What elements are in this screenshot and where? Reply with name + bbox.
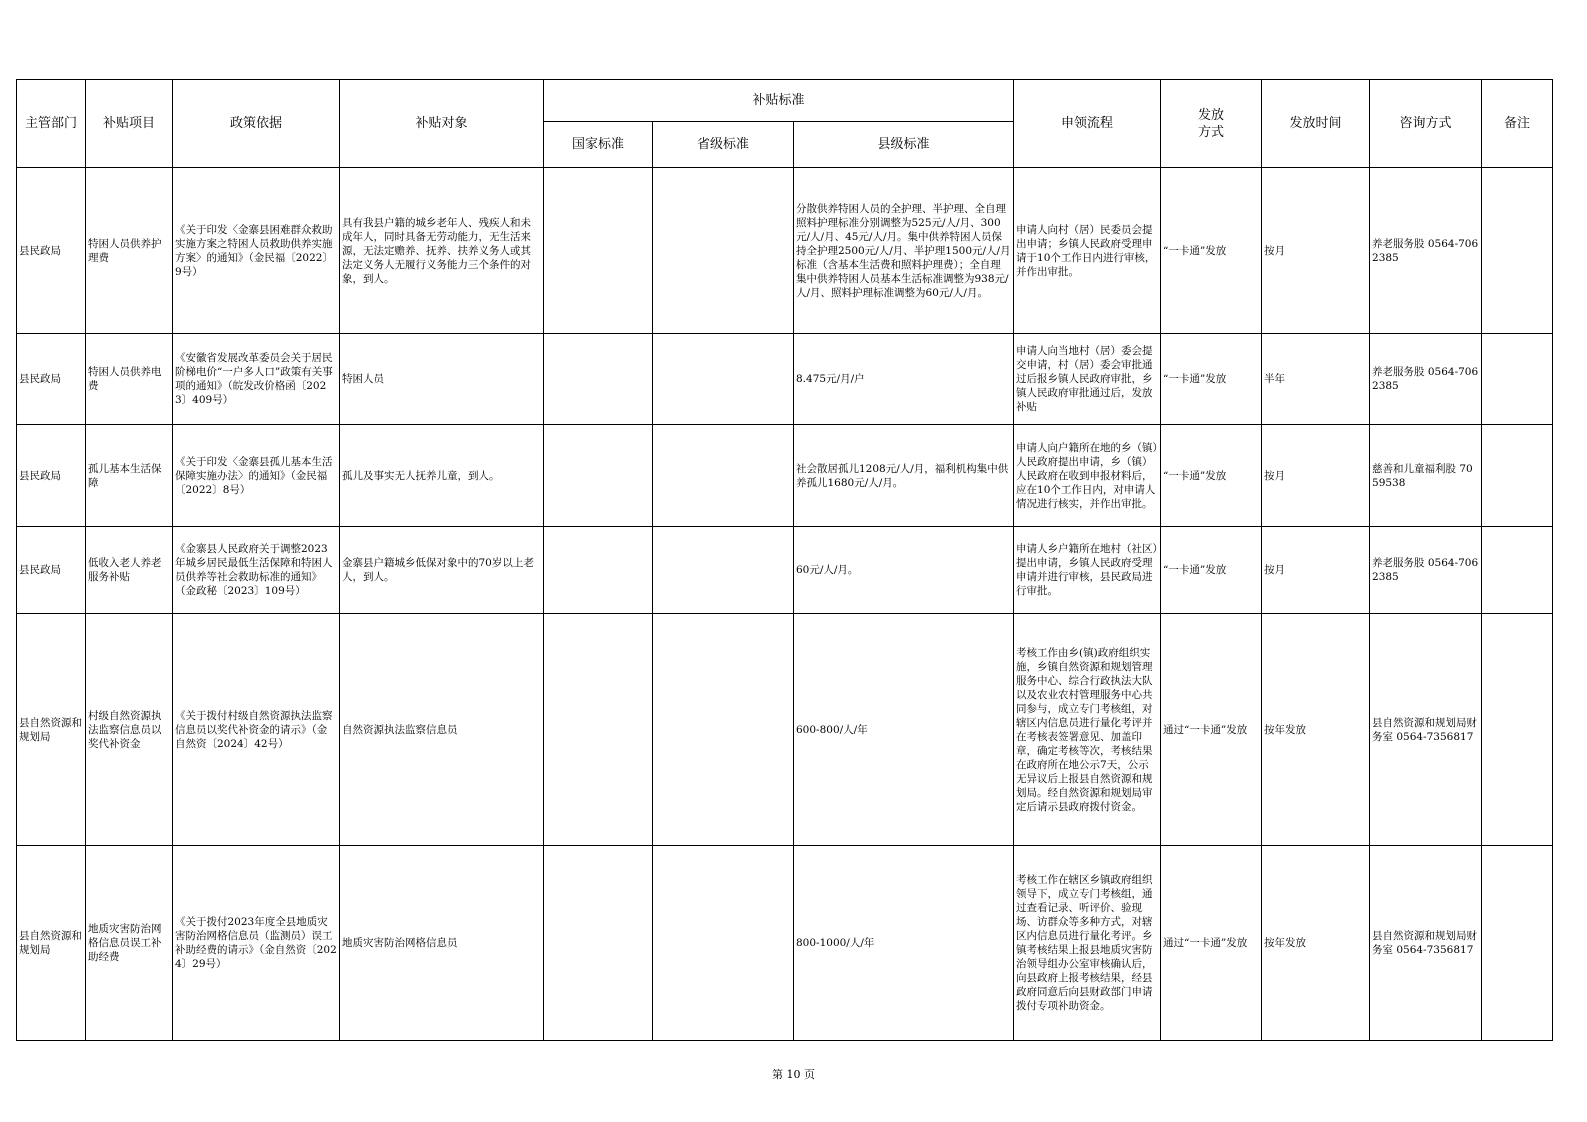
cell-dept: 县民政局 [17, 425, 86, 527]
cell-method: 通过“一卡通”发放 [1161, 614, 1262, 846]
header-process: 申领流程 [1014, 80, 1161, 168]
table-row [17, 334, 1553, 425]
page-number: 第 10 页 [772, 1068, 815, 1081]
cell-process: 考核工作在辖区乡镇政府组织领导下，成立专门考核组，通过查看记录、听评价、验现场、访群众等多种方式，对辖区内信息员进行量化考评。乡镇考核结果上报县地质灾害防治领导组办公室审核确认后，向县政府上报考核结果，经县政府同意后向县财政部门申请拨付专项补助资金。 [1014, 846, 1161, 1041]
cell-contact: 养老服务股 0564-7062385 [1370, 168, 1482, 334]
cell-process: 申请人向当地村（居）委会提交申请，村（居）委会审批通过后报乡镇人民政府审批，乡镇人民政府审批通过后，发放补贴 [1014, 334, 1161, 425]
cell-dept: 县民政局 [17, 334, 86, 425]
header-basis: 政策依据 [173, 80, 340, 168]
cell-time: 按年发放 [1262, 614, 1370, 846]
subsidy-table [16, 79, 1553, 1041]
cell-item: 孤儿基本生活保障 [86, 425, 173, 527]
cell-method: “一卡通”发放 [1161, 168, 1262, 334]
cell-national [544, 425, 653, 527]
cell-process: 申请人向村（居）民委员会提出申请；乡镇人民政府受理申请于10个工作日内进行审核，并作出审批。 [1014, 168, 1161, 334]
cell-county: 8.475元/月/户 [794, 334, 1014, 425]
cell-item: 地质灾害防治网格信息员误工补助经费 [86, 846, 173, 1041]
cell-county: 60元/人/月。 [794, 527, 1014, 614]
cell-note [1482, 527, 1553, 614]
cell-method: “一卡通”发放 [1161, 425, 1262, 527]
cell-time: 按月 [1262, 425, 1370, 527]
cell-process: 考核工作由乡(镇)政府组织实施，乡镇自然资源和规划管理服务中心、综合行政执法大队以及农业农村管理服务中心共同参与，成立专门考核组，对辖区内信息员进行量化考评并在考核表签署意见、加盖印章，确定考核等次，考核结果在政府所在地公示7天，公示无异议后上报县自然资源和规划局。经自然资源和规划局审定后请示县政府拨付资金。 [1014, 614, 1161, 846]
cell-item: 特困人员供养电费 [86, 334, 173, 425]
table-row [17, 425, 1553, 527]
cell-time: 半年 [1262, 334, 1370, 425]
cell-contact: 养老服务股 0564-7062385 [1370, 334, 1482, 425]
cell-dept: 县民政局 [17, 168, 86, 334]
cell-county: 社会散居孤儿1208元/人/月，福利机构集中供养孤儿1680元/人/月。 [794, 425, 1014, 527]
cell-contact: 慈善和儿童福利股 7059538 [1370, 425, 1482, 527]
cell-dept: 县民政局 [17, 527, 86, 614]
cell-target: 自然资源执法监察信息员 [340, 614, 544, 846]
header-national: 国家标准 [544, 122, 653, 168]
cell-provincial [653, 168, 794, 334]
cell-basis: 《关于拨付2023年度全县地质灾害防治网格信息员（监测员）误工补助经费的请示》（金自然资〔2024〕29号） [173, 846, 340, 1041]
table-row [17, 614, 1553, 846]
cell-dept: 县自然资源和规划局 [17, 846, 86, 1041]
cell-national [544, 168, 653, 334]
cell-method: “一卡通”发放 [1161, 527, 1262, 614]
cell-process: 申请人乡户籍所在地村（社区）提出申请，乡镇人民政府受理申请并进行审核，县民政局进行审批。 [1014, 527, 1161, 614]
cell-provincial [653, 334, 794, 425]
cell-basis: 《金寨县人民政府关于调整2023年城乡居民最低生活保障和特困人员供养等社会救助标准的通知》（金政秘〔2023〕109号） [173, 527, 340, 614]
cell-provincial [653, 527, 794, 614]
cell-time: 按年发放 [1262, 846, 1370, 1041]
header-contact: 咨询方式 [1370, 80, 1482, 168]
cell-time: 按月 [1262, 168, 1370, 334]
table-row [17, 846, 1553, 1041]
table-body [17, 168, 1553, 1041]
cell-note [1482, 614, 1553, 846]
cell-note [1482, 846, 1553, 1041]
cell-provincial [653, 614, 794, 846]
cell-contact: 养老服务股 0564-7062385 [1370, 527, 1482, 614]
cell-basis: 《关于拨付村级自然资源执法监察信息员以奖代补资金的请示》（金自然资〔2024〕42号） [173, 614, 340, 846]
cell-note [1482, 334, 1553, 425]
cell-target: 特困人员 [340, 334, 544, 425]
cell-contact: 县自然资源和规划局财务室 0564-7356817 [1370, 846, 1482, 1041]
cell-item: 低收入老人养老服务补贴 [86, 527, 173, 614]
cell-provincial [653, 425, 794, 527]
cell-basis: 《安徽省发展改革委员会关于居民阶梯电价“一户多人口”政策有关事项的通知》（皖发改价格函〔2023〕409号） [173, 334, 340, 425]
cell-item: 村级自然资源执法监察信息员以奖代补资金 [86, 614, 173, 846]
header-target: 补贴对象 [340, 80, 544, 168]
cell-national [544, 846, 653, 1041]
cell-method: 通过“一卡通”发放 [1161, 846, 1262, 1041]
cell-target: 地质灾害防治网格信息员 [340, 846, 544, 1041]
cell-provincial [653, 846, 794, 1041]
cell-item: 特困人员供养护理费 [86, 168, 173, 334]
cell-target: 孤儿及事实无人抚养儿童，到人。 [340, 425, 544, 527]
cell-basis: 《关于印发〈金寨县困难群众救助实施方案之特困人员救助供养实施方案〉的通知》（金民福〔2022〕9号） [173, 168, 340, 334]
cell-method: “一卡通”发放 [1161, 334, 1262, 425]
cell-basis: 《关于印发〈金寨县孤儿基本生活保障实施办法〉的通知》（金民福〔2022〕8号） [173, 425, 340, 527]
cell-note [1482, 168, 1553, 334]
header-note: 备注 [1482, 80, 1553, 168]
header-standard: 补贴标准 [544, 80, 1014, 122]
cell-contact: 县自然资源和规划局财务室 0564-7356817 [1370, 614, 1482, 846]
cell-time: 按月 [1262, 527, 1370, 614]
table-row [17, 168, 1553, 334]
header-item: 补贴项目 [86, 80, 173, 168]
cell-county: 600-800/人/年 [794, 614, 1014, 846]
subsidy-table-sheet [16, 79, 1552, 1041]
cell-target: 金寨县户籍城乡低保对象中的70岁以上老人，到人。 [340, 527, 544, 614]
cell-note [1482, 425, 1553, 527]
cell-national [544, 614, 653, 846]
header-county: 县级标准 [794, 122, 1014, 168]
cell-national [544, 334, 653, 425]
table-row [17, 527, 1553, 614]
cell-target: 具有我县户籍的城乡老年人、残疾人和未成年人，同时具备无劳动能力，无生活来源，无法定赡养、抚养、扶养义务人或其法定义务人无履行义务能力三个条件的对象，到人。 [340, 168, 544, 334]
cell-dept: 县自然资源和规划局 [17, 614, 86, 846]
header-time: 发放时间 [1262, 80, 1370, 168]
cell-county: 800-1000/人/年 [794, 846, 1014, 1041]
cell-county: 分散供养特困人员的全护理、半护理、全自理照料护理标准分别调整为525元/人/月、300元/人/月、45元/人/月。集中供养特困人员保持全护理2500元/人/月、半护理1500元/人/月标准（含基本生活费和照料护理费）；全自理集中供养特困人员基本生活标准调整为938元/人/月、照料护理标准调整为60元/人/月。 [794, 168, 1014, 334]
table-header [17, 80, 1553, 168]
header-dept: 主管部门 [17, 80, 86, 168]
header-provincial: 省级标准 [653, 122, 794, 168]
cell-process: 申请人向户籍所在地的乡（镇）人民政府提出申请，乡（镇）人民政府在收到申报材料后，应在10个工作日内，对申请人情况进行核实，并作出审批。 [1014, 425, 1161, 527]
header-method: 发放 方式 [1161, 80, 1262, 168]
cell-national [544, 527, 653, 614]
